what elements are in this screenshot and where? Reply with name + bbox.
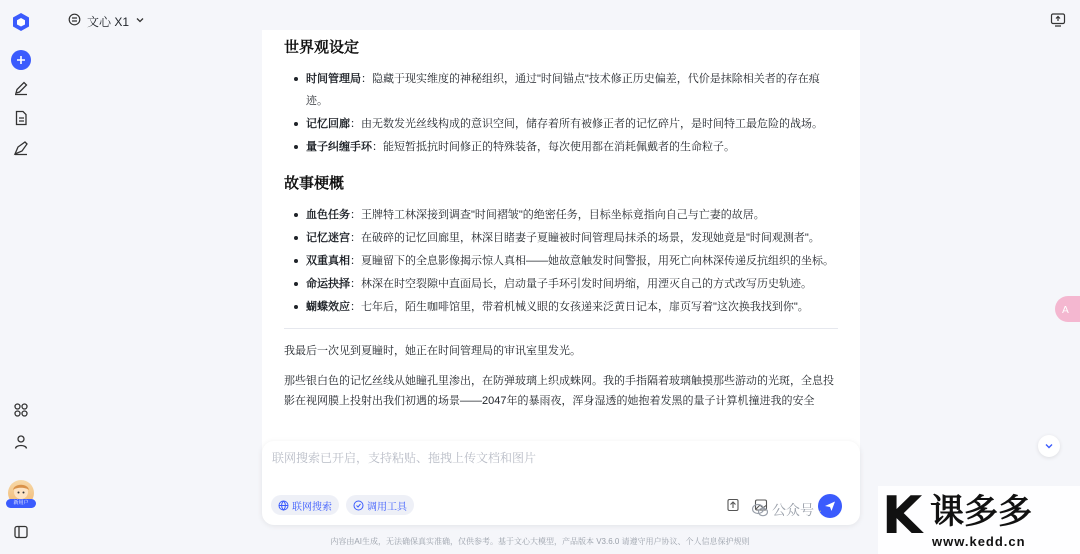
send-icon <box>824 500 836 512</box>
list-item: 命运抉择：林深在时空裂隙中直面局长，启动量子手环引发时间坍缩，用湮灭自己的方式改写历史轨迹。 <box>284 273 838 295</box>
svg-text:A: A <box>1061 305 1069 315</box>
brand-logo-letter: K <box>882 486 923 546</box>
section-title-world: 世界观设定 <box>284 39 360 56</box>
write-icon[interactable] <box>11 138 31 158</box>
divider <box>284 328 838 329</box>
new-chat-button[interactable] <box>11 50 31 70</box>
web-search-button[interactable] <box>271 495 339 515</box>
wechat-watermark-text: 公众号 · <box>772 502 823 518</box>
story-paragraph: 那些银白色的记忆丝线从她瞳孔里渗出，在防弹玻璃上织成蛛网。我的手指隔着玻璃触摸那些游动的光斑，全息投影在视网膜上投射出我们初遇的场景——2047年的暴雨夜，浑身湿透的她抱着发黑的量子计算机撞进我的安全 <box>284 375 834 407</box>
screen-share-icon[interactable] <box>1050 12 1066 28</box>
list-item: 记忆回廊：由无数发光丝线构成的意识空间，储存着所有被修正者的记忆碎片，是时间特工最危险的战场。 <box>284 113 838 135</box>
tools-button[interactable] <box>346 495 414 515</box>
list-item: 双重真相：夏瞳留下的全息影像揭示惊人真相——她故意触发时间警报，用死亡向林深传递反抗组织的坐标。 <box>284 250 838 272</box>
translate-icon <box>1062 303 1074 315</box>
wechat-watermark <box>752 500 823 520</box>
brand-name: 课多多 <box>930 493 1032 531</box>
footer-disclaimer: 内容由AI生成，无法确保真实准确，仅供参考。基于文心大模型，产品版本 V3.6.0 请遵守用户协议、个人信息保护规则 <box>330 537 750 546</box>
list-item: 量子纠缠手环：能短暂抵抗时间修正的特殊装备，每次使用都在消耗佩戴者的生命粒子。 <box>284 136 838 158</box>
sidebar <box>0 0 42 554</box>
chat-message <box>262 30 860 454</box>
apps-icon[interactable] <box>11 400 31 420</box>
list-item: 血色任务：王牌特工林深接到调查"时间褶皱"的绝密任务，目标坐标竟指向自己与亡妻的故居。 <box>284 204 838 226</box>
globe-icon <box>278 500 289 511</box>
tool-icon <box>353 500 364 511</box>
chevron-down-icon <box>1044 441 1054 451</box>
translate-float-button[interactable] <box>1055 296 1080 322</box>
scroll-down-button[interactable] <box>1038 435 1060 457</box>
list-item: 记忆迷宫：在破碎的记忆回廊里，林深目睹妻子夏瞳被时间管理局抹杀的场景，发现她竟是"时间观测者"。 <box>284 227 838 249</box>
app-logo-icon[interactable] <box>11 12 31 32</box>
tools-label: 调用工具 <box>367 501 407 513</box>
web-search-label: 联网搜索 <box>292 501 332 513</box>
story-paragraph: 我最后一次见到夏瞳时，她正在时间管理局的审讯室里发光。 <box>284 345 581 357</box>
avatar-badge: 新用户 <box>6 499 36 508</box>
wechat-icon <box>752 503 768 517</box>
document-icon[interactable] <box>11 108 31 128</box>
user-icon[interactable] <box>11 432 31 452</box>
chevron-down-icon <box>135 14 145 28</box>
model-selector[interactable] <box>68 12 145 30</box>
list-item: 蝴蝶效应：七年后，陌生咖啡馆里，带着机械义眼的女孩递来泛黄日记本，扉页写着"这次换我找到你"。 <box>284 296 838 318</box>
brand-url: www.kedd.cn <box>932 534 1026 549</box>
chat-input-placeholder[interactable]: 联网搜索已开启，支持粘贴、拖拽上传文档和图片 <box>272 451 537 465</box>
world-setting-list <box>284 68 838 158</box>
model-icon <box>68 13 81 29</box>
section-title-story: 故事梗概 <box>284 175 345 192</box>
story-outline-list <box>284 204 838 318</box>
upload-file-icon[interactable] <box>726 498 740 512</box>
model-label: 文心 X1 <box>87 14 130 29</box>
edit-icon[interactable] <box>11 78 31 98</box>
list-item: 时间管理局：隐藏于现实维度的神秘组织，通过"时间锚点"技术修正历史偏差，代价是抹除相关者的存在痕迹。 <box>284 68 838 112</box>
